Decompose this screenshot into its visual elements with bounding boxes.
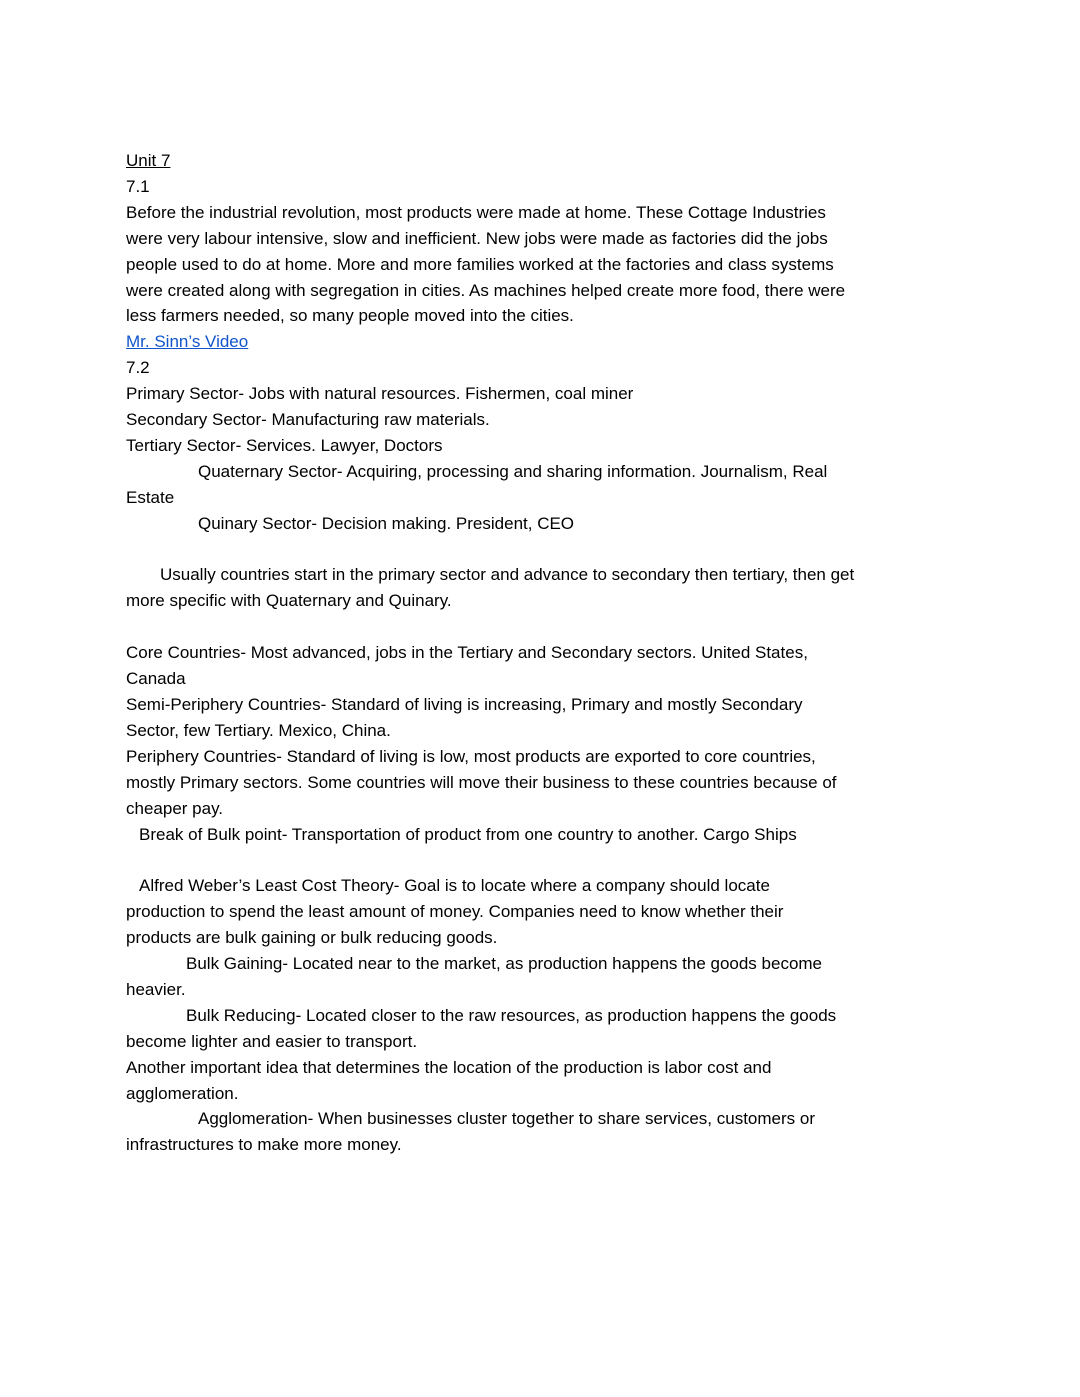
text-line: Semi-Periphery Countries- Standard of living is increasing, Primary and mostly Secondary	[126, 695, 803, 714]
text-line: production to spend the least amount of money. Companies need to know whether their	[126, 902, 784, 922]
text-line: Secondary Sector- Manufacturing raw materials.	[126, 410, 490, 430]
text-line: were very labour intensive, slow and inefficient. New jobs were made as factories did the jobs	[126, 228, 828, 248]
mr-sinns-video-link[interactable]: Mr. Sinn’s Video	[126, 332, 249, 352]
blank-line	[126, 847, 954, 873]
text-line: cheaper pay.	[126, 798, 224, 818]
text-line: Tertiary Sector- Services. Lawyer, Doctors	[126, 435, 443, 455]
text-line: Before the industrial revolution, most products were made at home. These Cottage Industries	[126, 202, 826, 222]
text-line: agglomeration.	[126, 1083, 239, 1103]
text-line: Usually countries start in the primary sector and advance to secondary then tertiary, then get	[160, 565, 855, 585]
text-line	[126, 329, 954, 355]
blank-line	[126, 537, 954, 563]
section-7-2: 7.2	[126, 358, 150, 378]
text-line: Sector, few Tertiary. Mexico, China.	[126, 720, 391, 740]
text-line: products are bulk gaining or bulk reducing goods.	[126, 928, 498, 948]
text-line: Another important idea that determines the location of the production is labor cost and	[126, 1057, 772, 1077]
text-line: Bulk Gaining- Located near to the market, as production happens the goods become	[186, 954, 823, 974]
text-line: infrastructures to make more money.	[126, 1135, 402, 1155]
text-line: people used to do at home. More and more families worked at the factories and class systems	[126, 254, 834, 274]
text-line: Agglomeration- When businesses cluster together to share services, customers or	[198, 1109, 815, 1129]
text-line: Break of Bulk point- Transportation of product from one country to another. Cargo Ships	[139, 824, 797, 844]
text-line: Alfred Weber’s Least Cost Theory- Goal is to locate where a company should locate	[139, 876, 770, 896]
text-line: Quaternary Sector- Acquiring, processing and sharing information. Journalism, Real	[198, 461, 828, 481]
text-line: mostly Primary sectors. Some countries will move their business to these countries because of	[126, 772, 837, 792]
text-line: Periphery Countries- Standard of living is low, most products are exported to core countries,	[126, 746, 816, 766]
blank-line	[126, 614, 954, 640]
text-line: become lighter and easier to transport.	[126, 1031, 418, 1051]
text-line: were created along with segregation in cities. As machines helped create more food, there were	[126, 280, 846, 300]
text-line: Canada	[126, 669, 186, 689]
text-line: Bulk Reducing- Located closer to the raw resources, as production happens the goods	[186, 1005, 837, 1025]
text-line: Quinary Sector- Decision making. President, CEO	[198, 513, 575, 533]
text-line: Primary Sector- Jobs with natural resources. Fishermen, coal miner	[126, 384, 634, 404]
section-7-1: 7.1	[126, 176, 150, 196]
text-line	[126, 148, 954, 174]
text-line: more specific with Quaternary and Quinary.	[126, 591, 452, 611]
unit-title: Unit 7	[126, 151, 171, 170]
text-line: Estate	[126, 487, 175, 507]
text-line: less farmers needed, so many people moved into the cities.	[126, 306, 574, 326]
text-line: Core Countries- Most advanced, jobs in the Tertiary and Secondary sectors. United States,	[126, 643, 808, 663]
document-content	[126, 148, 954, 1158]
text-line: heavier.	[126, 979, 186, 999]
